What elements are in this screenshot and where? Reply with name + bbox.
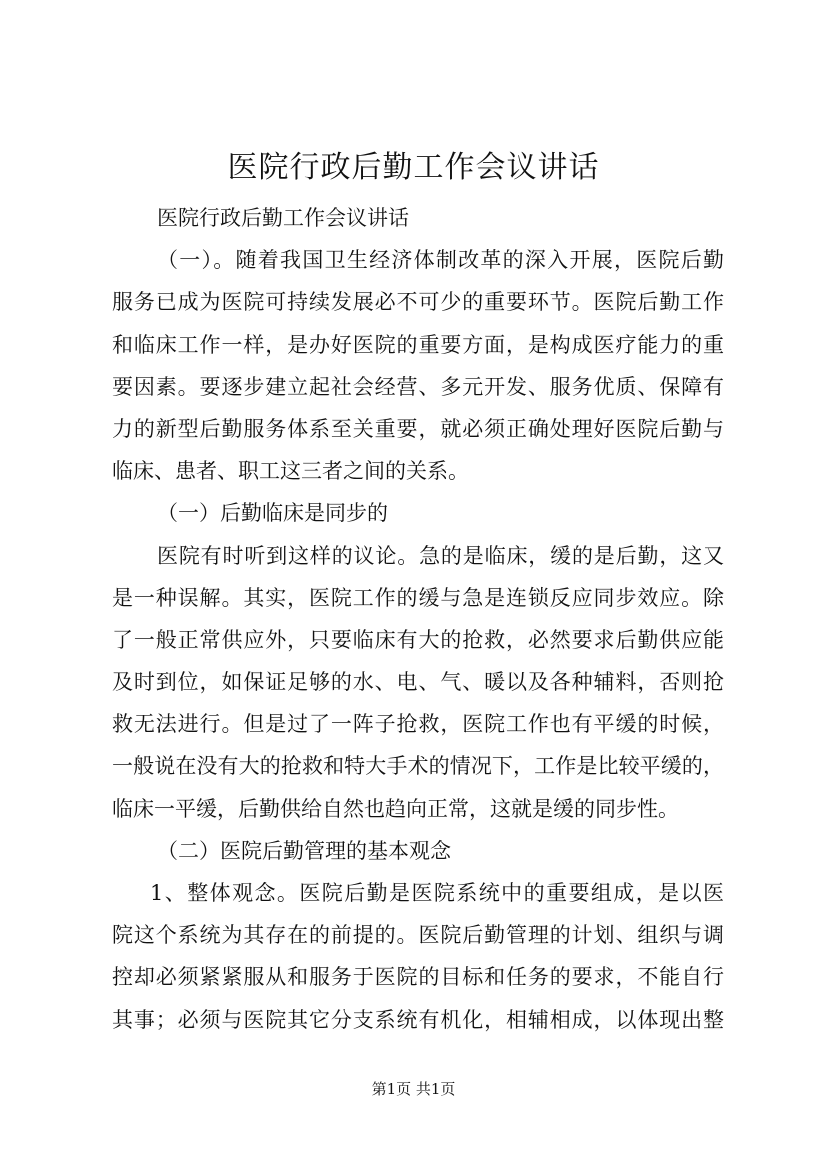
page-footer: 第1页 共1页 bbox=[371, 1080, 456, 1098]
paragraph-line: 要因素。要逐步建立起社会经营、多元开发、服务优质、保障有 bbox=[112, 374, 724, 399]
paragraph-line: 控却必须紧紧服从和服务于医院的目标和任务的要求，不能自行 bbox=[112, 965, 724, 990]
section-heading: （二）医院后勤管理的基本观念 bbox=[157, 838, 451, 863]
paragraph-line: 1、整体观念。医院后勤是医院系统中的重要组成，是以医 bbox=[150, 881, 724, 905]
paragraph-line: 救无法进行。但是过了一阵子抢救，医院工作也有平缓的时候， bbox=[112, 712, 724, 737]
paragraph-line: 临床一平缓，后勤供给自然也趋向正常，这就是缓的同步性。 bbox=[112, 796, 679, 821]
paragraph-line: 服务已成为医院可持续发展必不可少的重要环节。医院后勤工作 bbox=[112, 290, 724, 315]
document-body bbox=[112, 197, 724, 1041]
paragraph-line: （一）。随着我国卫生经济体制改革的深入开展，医院后勤 bbox=[157, 248, 724, 273]
paragraph-line: 是一种误解。其实，医院工作的缓与急是连锁反应同步效应。除 bbox=[112, 585, 724, 610]
paragraph-line: 一般说在没有大的抢救和特大手术的情况下，工作是比较平缓的， bbox=[112, 754, 724, 779]
paragraph-line: 医院有时听到这样的议论。急的是临床，缓的是后勤，这又 bbox=[157, 543, 724, 568]
paragraph-line: 了一般正常供应外，只要临床有大的抢救，必然要求后勤供应能 bbox=[112, 627, 724, 652]
paragraph-line: 其事；必须与医院其它分支系统有机化，相辅相成，以体现出整 bbox=[112, 1007, 724, 1032]
paragraph-line: 临床、患者、职工这三者之间的关系。 bbox=[112, 459, 469, 484]
paragraph-line: 院这个系统为其存在的前提的。医院后勤管理的计划、组织与调 bbox=[112, 923, 724, 948]
section-heading: （一）后勤临床是同步的 bbox=[157, 501, 388, 526]
paragraph-line: 及时到位，如保证足够的水、电、气、暖以及各种辅料，否则抢 bbox=[112, 670, 724, 695]
subtitle-line: 医院行政后勤工作会议讲话 bbox=[157, 206, 409, 230]
paragraph-line: 和临床工作一样，是办好医院的重要方面，是构成医疗能力的重 bbox=[112, 332, 724, 357]
document-title: 医院行政后勤工作会议讲话 bbox=[227, 150, 600, 185]
paragraph-line: 力的新型后勤服务体系至关重要，就必须正确处理好医院后勤与 bbox=[112, 416, 724, 441]
